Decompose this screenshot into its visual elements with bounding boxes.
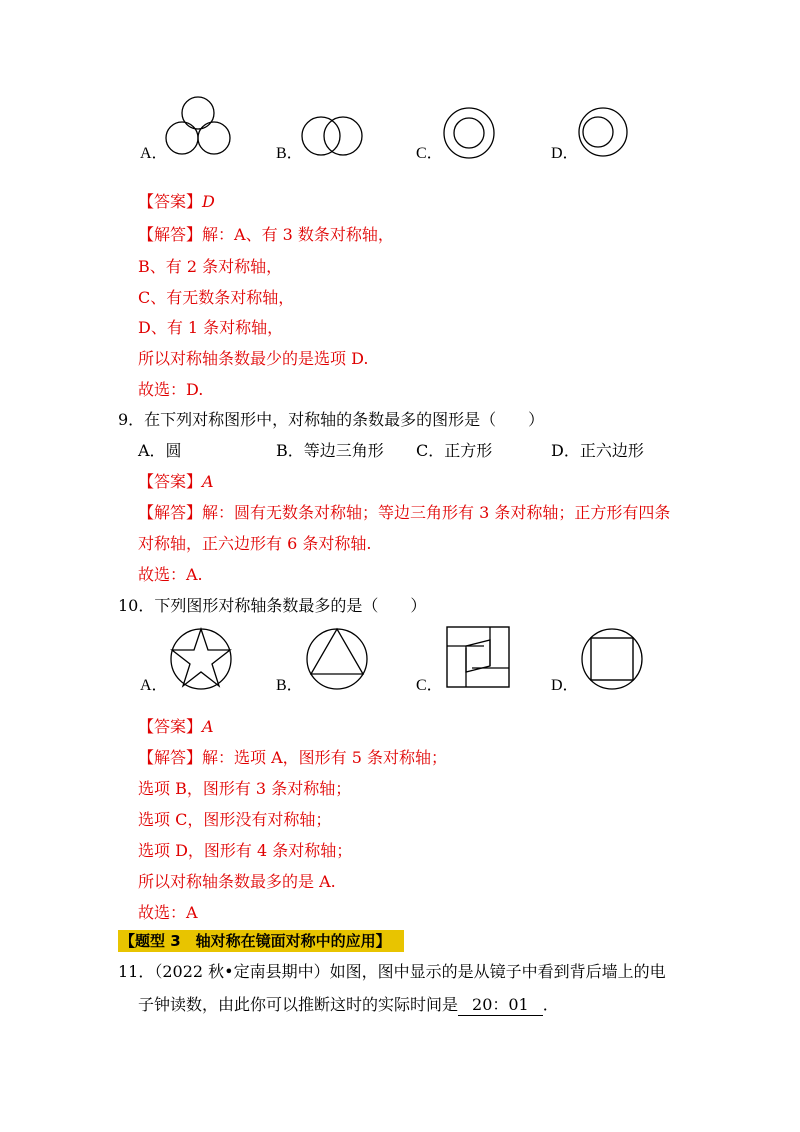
q8-figure-two-overlapping-circles — [301, 116, 363, 156]
q10-explanation-line-4: 选项 D，图形有 4 条对称轴； — [138, 841, 353, 860]
q10-explanation-line-2: 选项 B，图形有 3 条对称轴； — [138, 779, 352, 798]
q8-option-a-label: A． — [140, 145, 168, 162]
q10-option-d-label: D． — [551, 677, 579, 694]
q10-figure-pinwheel-square — [446, 626, 510, 688]
q10-stem: 10．下列图形对称轴条数最多的是（ ） — [118, 596, 427, 615]
q9-option-b: B．等边三角形 — [276, 441, 384, 460]
q10-option-c-label: C． — [416, 677, 443, 694]
q9-explanation-line-2: 对称轴，正六边形有 6 条对称轴. — [138, 534, 372, 553]
q8-option-b-label: B． — [276, 145, 303, 162]
q8-figure-three-circles — [165, 96, 231, 158]
answer-prefix: 【答案】 — [138, 717, 203, 736]
q8-explanation-line-2: B、有 2 条对称轴， — [138, 257, 283, 276]
q9-conclusion: 故选：A. — [138, 565, 203, 584]
explain-prefix: 【解答】 — [138, 503, 203, 522]
q8-explanation-line-4: D、有 1 条对称轴， — [138, 318, 284, 337]
q9-option-d: D．正六边形 — [551, 441, 644, 460]
q9-explanation-line-1: 【解答】解：圆有无数条对称轴；等边三角形有 3 条对称轴；正方形有四条 — [138, 503, 671, 522]
explain-prefix: 【解答】 — [138, 225, 203, 244]
q10-explanation-line-1: 【解答】解：选项 A，图形有 5 条对称轴； — [138, 748, 448, 767]
q10-figure-square-in-circle — [581, 628, 643, 690]
q10-option-a-label: A． — [140, 677, 168, 694]
answer-prefix: 【答案】 — [138, 472, 203, 491]
q8-option-c-label: C． — [416, 145, 443, 162]
q8-explanation-line-5: 所以对称轴条数最少的是选项 D. — [138, 349, 369, 368]
q10-conclusion: 故选：A — [138, 903, 198, 922]
q10-explanation-line-3: 选项 C，图形没有对称轴； — [138, 810, 332, 829]
q11-answer-blank: 20：01 — [458, 995, 543, 1016]
q10-answer — [138, 717, 214, 737]
q10-option-b-label: B． — [276, 677, 303, 694]
section-title: 【题型 3 轴对称在镜面对称中的应用】 — [120, 932, 391, 950]
answer-prefix: 【答案】 — [138, 192, 203, 211]
q9-stem: 9．在下列对称图形中，对称轴的条数最多的图形是（ ） — [118, 410, 545, 429]
q11-stem-line-1: 11．（2022 秋•定南县期中）如图，图中显示的是从镜子中看到背后墙上的电 — [118, 962, 666, 981]
answer-value: A — [202, 472, 214, 491]
answer-value: D — [202, 192, 215, 211]
q8-explanation-line-3: C、有无数条对称轴， — [138, 288, 295, 307]
answer-value: A — [202, 717, 214, 736]
q8-explanation-line-1: 【解答】解：A、有 3 数条对称轴， — [138, 225, 394, 244]
q10-explanation-line-5: 所以对称轴条数最多的是 A. — [138, 872, 336, 891]
q10-figure-triangle-in-circle — [306, 628, 368, 690]
q8-option-d-label: D． — [551, 145, 579, 162]
q9-option-a: A．圆 — [138, 441, 182, 460]
q8-conclusion: 故选：D. — [138, 380, 204, 399]
q11-stem-line-2: 子钟读数，由此你可以推断这时的实际时间是 20：01 ． — [138, 995, 559, 1014]
q10-figure-star-in-circle — [170, 628, 232, 690]
q8-answer — [138, 192, 215, 212]
q9-option-c: C．正方形 — [416, 441, 493, 460]
q9-answer — [138, 472, 214, 492]
q8-figure-concentric-circles — [443, 107, 495, 159]
q8-figure-internally-tangent-circles — [578, 107, 628, 157]
section-title-banner — [118, 930, 404, 952]
explain-prefix: 【解答】 — [138, 748, 203, 767]
